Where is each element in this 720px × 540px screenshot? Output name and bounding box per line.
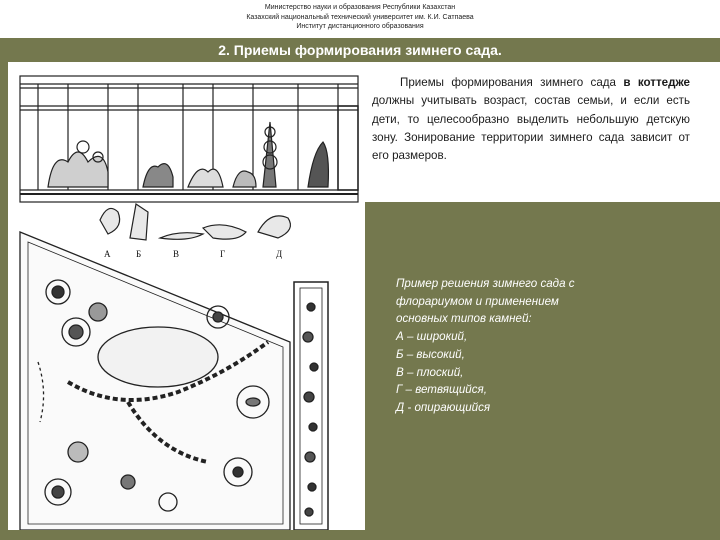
caption-line: Б – высокий, bbox=[396, 347, 465, 361]
figure-caption bbox=[396, 275, 656, 417]
winter-garden-drawing bbox=[8, 62, 365, 530]
stone-label-g: Г bbox=[220, 249, 226, 259]
garden-plan bbox=[20, 232, 328, 530]
left-olive-strip bbox=[0, 62, 8, 202]
ministry-line: Министерство науки и образования Республики Казахстан bbox=[264, 4, 456, 11]
main-text-start: Приемы формирования зимнего сада bbox=[400, 76, 624, 89]
slide-title: 2. Приемы формирования зимнего сада. bbox=[0, 38, 720, 62]
university-line: Казахский национальный технический университет им. К.И. Сатпаева bbox=[246, 13, 474, 21]
bottom-olive-strip bbox=[8, 530, 365, 540]
stone-label-v: В bbox=[173, 249, 180, 259]
garden-elevation bbox=[20, 76, 358, 202]
stone-label-b: Б bbox=[136, 249, 142, 259]
institution-header bbox=[0, 0, 720, 36]
stone-label-a: А bbox=[104, 249, 111, 259]
institute-line: Институт дистанционного образования bbox=[296, 23, 424, 30]
main-text-end: должны учитывать возраст, состав семьи, и если есть дети, то целесообразно выделить небольшую детскую зону. Зонирование территории зимнего сада зависит от его размеров. bbox=[372, 94, 690, 163]
stone-labels bbox=[104, 249, 282, 259]
left-olive-strip-lower bbox=[0, 202, 8, 540]
stone-label-d: Д bbox=[276, 249, 283, 259]
caption-line: А – широкий, bbox=[396, 330, 468, 344]
caption-line: Г – ветвящийся, bbox=[396, 383, 487, 397]
stone-types-row bbox=[100, 204, 290, 240]
caption-line: флорариумом и применением bbox=[396, 294, 559, 308]
caption-line: Д - опирающийся bbox=[396, 400, 491, 414]
main-text-bold: в коттедже bbox=[623, 76, 690, 89]
main-paragraph bbox=[372, 74, 690, 165]
caption-line: Пример решения зимнего сада с bbox=[396, 277, 575, 290]
caption-line: основных типов камней: bbox=[396, 312, 532, 326]
caption-line: В – плоский, bbox=[396, 365, 464, 379]
